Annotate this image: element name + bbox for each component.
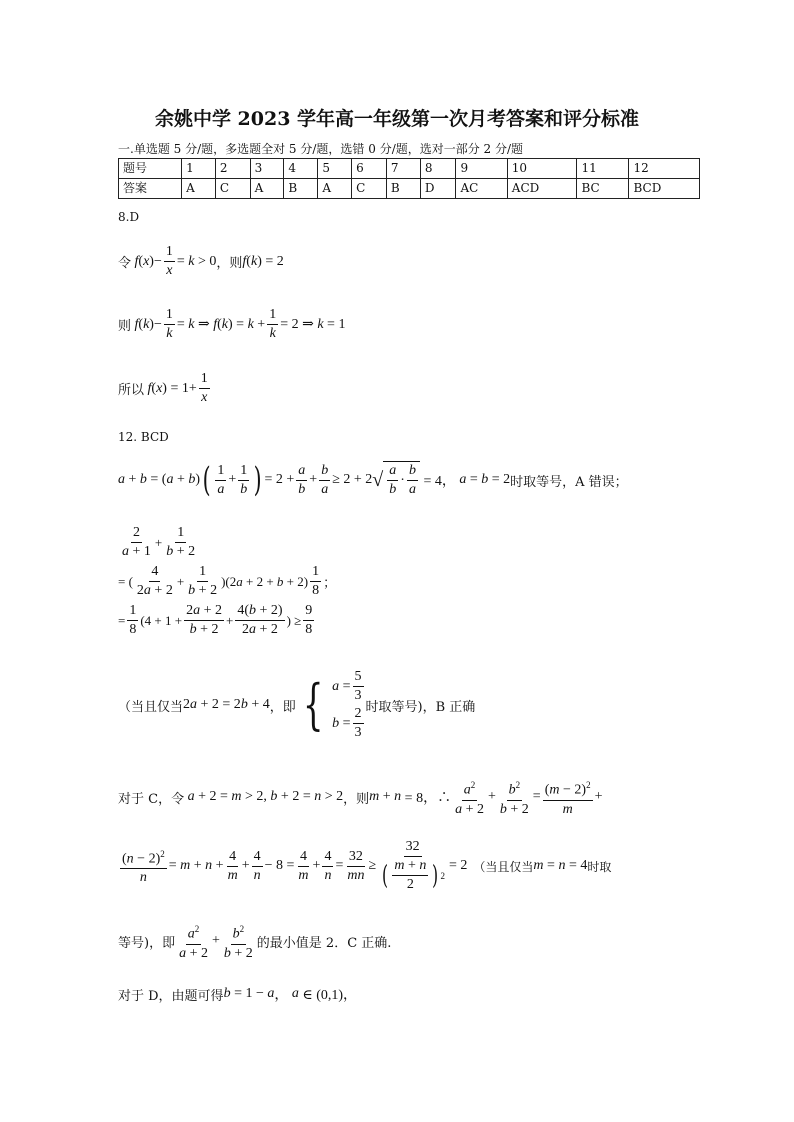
question-number: 6 <box>352 159 387 179</box>
question-number: 9 <box>456 159 507 179</box>
q12-part-a: a + b = ( a + b ) ( $\frac{1}{a}$ + $\frac{1}{b}$ ) = 2 + $\frac{a}{b}$ + $\frac{b}{a}$ ≥ 2 + 2 √ $\frac{a}{b}$ · $\frac{b}{a}$ = 4， a = b = 2 时取等号，A 错误； <box>118 460 628 500</box>
question-number: 4 <box>284 159 318 179</box>
text: ，则 <box>343 791 370 807</box>
answer-cell: A <box>250 179 284 199</box>
q8-step-2: 则 f ( k )− $\frac{1}{k}$ = k ⇒ f ( k ) = k + $\frac{1}{k}$ = 2 ⇒ k = 1 <box>118 307 346 341</box>
answer-cell: BC <box>577 179 629 199</box>
answer-cell: BCD <box>629 179 700 199</box>
answer-cell: AC <box>456 179 507 199</box>
page-title: 余姚中学 2023 学年高一年级第一次月考答案和评分标准 <box>154 108 640 130</box>
q12-part-b-conclusion: （当且仅当 2 a + 2 = 2 b + 4 ，即 { a = $\frac{5}{3}$ b = $\frac{2}{3}$ 时取等号)，B 正确 <box>118 669 476 740</box>
question-number: 11 <box>577 159 629 179</box>
q8-step-3: 所以 f ( x ) = 1+ $\frac{1}{x}$ <box>118 371 208 405</box>
scoring-note: 一.单选题 5 分/题，多选题全对 5 分/题，选错 0 分/题，选对一部分 2 分/题 <box>118 142 524 156</box>
question-number: 2 <box>215 159 250 179</box>
question-number: 5 <box>318 159 352 179</box>
q12-part-c-2: $\frac{(n - 2)^2}{n}$ = m + n + $\frac{4}{m}$ + $\frac{4}{n}$ − 8 = $\frac{4}{m}$ + $\frac{4}{n}$ = $\frac{32}{mn}$ ≥ 32 ( $\frac{m + n}{2}$ ) 2 = 2 （当且仅当 m = n = 4 时取 <box>122 839 612 892</box>
answer-cell: B <box>284 179 318 199</box>
q12-part-b-derivation: $\frac{2}{a + 1}$ + $\frac{1}{b + 2}$ = ( $\frac{4}{2a + 2}$ + $\frac{1}{b + 2}$ )(2a + 2 + b + 2) $\frac{1}{8}$ ； = $\frac{1}{8}$ (4 + 1 + $\frac{2a + 2}{b + 2}$ + $\frac{4(b + 2)}{2a + 2}$ ) ≥ $\frac{9}{8}$ <box>118 525 337 637</box>
text: ，则 <box>216 256 243 271</box>
text: （当且仅当 <box>118 699 184 715</box>
text: 对于 D，由题可得 <box>118 988 224 1004</box>
text: 的最小值是 2．C 正确. <box>256 935 392 951</box>
answer-cell: B <box>386 179 420 199</box>
table-row <box>119 159 700 179</box>
table-row <box>119 179 700 199</box>
q12-label: 12. BCD <box>118 430 169 444</box>
text: 时取等号)，B 正确 <box>365 699 476 715</box>
q12-part-c-1: 对于 C，令 a + 2 = m > 2, b + 2 = n > 2 ，则 m + n = 8，∴ $\frac{a^2}{a + 2}$ + $\frac{b^2}{b + 2}$ = $\frac{(m - 2)^2}{m}$ + <box>118 776 602 819</box>
answer-cell: D <box>420 179 456 199</box>
question-number: 3 <box>250 159 284 179</box>
q8-step-1: 令 f ( x )− $\frac{1}{x}$ = k > 0 ，则 f ( k ) = 2 <box>118 244 284 278</box>
text: 时取 <box>587 859 612 874</box>
text: 所以 <box>118 383 145 398</box>
q12-part-c-3: 等号)，即 $\frac{a^2}{a + 2}$ + $\frac{b^2}{b + 2}$ 的最小值是 2．C 正确. <box>118 920 391 963</box>
table-header-cell: 答案 <box>119 179 182 199</box>
answer-cell: A <box>318 179 352 199</box>
question-number: 8 <box>420 159 456 179</box>
text: 对于 C，令 <box>118 791 185 807</box>
text: （当且仅当 <box>473 859 534 874</box>
question-number: 1 <box>182 159 216 179</box>
answer-cell: A <box>182 179 216 199</box>
answer-table <box>118 158 700 199</box>
q12-part-d: 对于 D，由题可得 b = 1 − a ， a ∈ (0,1)， <box>118 986 358 1004</box>
text: 等号)，即 <box>118 935 176 951</box>
question-number: 12 <box>629 159 700 179</box>
question-number: 7 <box>386 159 420 179</box>
answer-cell: C <box>352 179 387 199</box>
text: ，即 <box>269 699 296 715</box>
text: 令 <box>118 256 132 271</box>
answer-cell: ACD <box>507 179 577 199</box>
table-header-cell: 题号 <box>119 159 182 179</box>
answer-cell: C <box>215 179 250 199</box>
text: 时取等号，A 错误； <box>510 474 628 490</box>
question-number: 10 <box>507 159 577 179</box>
q8-label: 8.D <box>118 210 140 224</box>
text: 则 <box>118 319 132 334</box>
